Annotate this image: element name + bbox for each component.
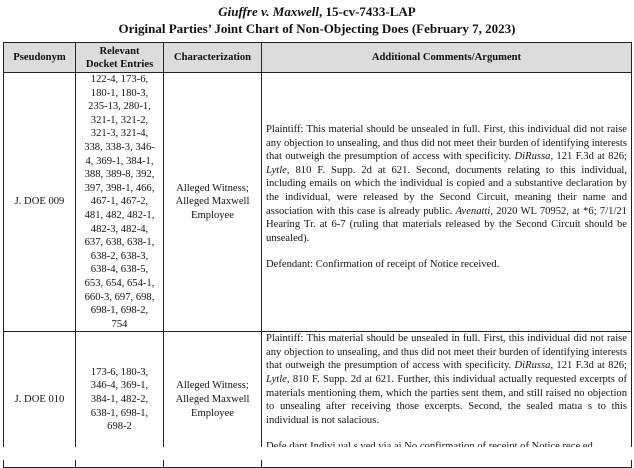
comment-text: Plaintiff: This material should be unsealed in full. First, this individual did not raise any objection to unsealing, and thus did not meet their burden of identifying interests that outweigh the presumption of access with specificity. [266,333,627,372]
characterization-cell [164,73,262,332]
docket-line: 698-1, 698-2, [90,305,149,317]
comment-text: , 121 F.3d at 826; [550,151,627,163]
col-header-docket-line2: Docket Entries [85,58,154,70]
docket-line: 338, 338-3, 346- [84,141,155,153]
docket-line: 346-4, 369-1, [90,380,149,392]
comment-text: Plaintiff: This material should be unsealed in full. First, this individual did not raise any objection to unsealing, and thus did not meet their burden of identifying interests that outweigh the presumption of access with specificity. [266,124,627,163]
plaintiff-comment [266,332,627,427]
comment-text: ıa s to this individual is not salacious. [266,401,627,426]
page-edge-artifact [0,447,634,460]
table-row [4,73,632,332]
docket-line: 482-3, 482-4, [90,223,149,235]
case-citation: Avenatti [455,205,491,217]
docket-line: 180-1, 180-3, [90,87,149,99]
case-citation: Lytle [266,374,287,386]
comment-text: , 810 F. Supp. 2d at 621. Second, documents relating to this individual, including emails on which the individual is copied and a substantive declaration by the individual, were released by the Second Circuit, meaning their name and association with this case is already public. [266,164,627,217]
docket-line: 653, 654, 654-1, [84,277,155,289]
case-citation: DiRussa [514,151,551,163]
docket-line: 384-1, 482-2, [90,393,149,405]
docket-line: 754 [111,318,128,330]
non-objecting-does-table [3,42,632,468]
characterization-line: Employee [191,209,234,221]
plaintiff-comment [266,123,627,245]
defendant-comment: Defendant: Confirmation of receipt of Notice received. [266,259,500,271]
case-citation: DiRussa [514,360,551,372]
comment-text: , 2020 WL 70952, at *6; 7/1/21 Hearing Tr. at 6-7 (ruling that materials released by the Second Circuit should be unsealed). [266,205,627,244]
docket-line: 637, 638, 638-1, [84,237,155,249]
characterization-line: Alleged Witness; [176,380,249,392]
characterization-line: Employee [191,407,234,419]
col-header-docket [76,43,164,73]
docket-line: 173-6, 180-3, [90,366,149,378]
chart-subtitle: Original Parties’ Joint Chart of Non-Objecting Does (February 7, 2023) [118,21,516,36]
docket-line: 397, 398-1, 466, [84,182,155,194]
document-title [0,4,634,19]
docket-line: 698-2 [107,421,132,433]
comment-text: , 810 F. Supp. 2d at 621. Further, this individual actually requested excerpts of materials mentioning them, which the parties sent them, and still raised no objection to unsealing after receiving those excerpts. Second, the sealed mat [266,374,627,413]
docket-line: 660-3, 697, 698, [84,291,155,303]
docket-line: 4, 369-1, 384-1, [85,155,154,167]
case-number: , 15-cv-7433-LAP [318,4,416,19]
characterization-line: Alleged Maxwell [175,196,250,208]
characterization-line: Alleged Witness; [176,182,249,194]
docket-line: 467-1, 467-2, [90,196,149,208]
case-citation: Lytle [266,164,287,176]
characterization-line: Alleged Maxwell [175,393,250,405]
docket-cell [76,73,164,332]
case-name: Giuffre v. Maxwell [218,4,319,19]
docket-line: 321-3, 321-4, [90,128,149,140]
col-header-docket-line1: Relevant [99,45,140,57]
docket-line: 235-13, 280-1, [88,101,151,113]
col-header-comments: Additional Comments/Argument [262,43,632,73]
pseudonym-cell: J. DOE 010 [4,332,76,468]
col-header-pseudonym: Pseudonym [4,43,76,73]
pseudonym-cell: J. DOE 009 [4,73,76,332]
docket-line: 481, 482, 482-1, [84,209,155,221]
docket-line: 122-4, 173-6, [90,74,149,85]
table-header-row [4,43,632,73]
docket-line: 388, 389-8, 392, [84,169,155,181]
comments-cell [262,73,632,332]
docket-line: 321-1, 321-2, [90,114,149,126]
docket-line: 638-2, 638-3, [90,250,149,262]
col-header-characterization: Characterization [164,43,262,73]
comment-text: , 121 F.3d at 826; [550,360,627,372]
docket-line: 638-1, 698-1, [90,407,149,419]
docket-line: 638-4, 638-5, [90,264,149,276]
